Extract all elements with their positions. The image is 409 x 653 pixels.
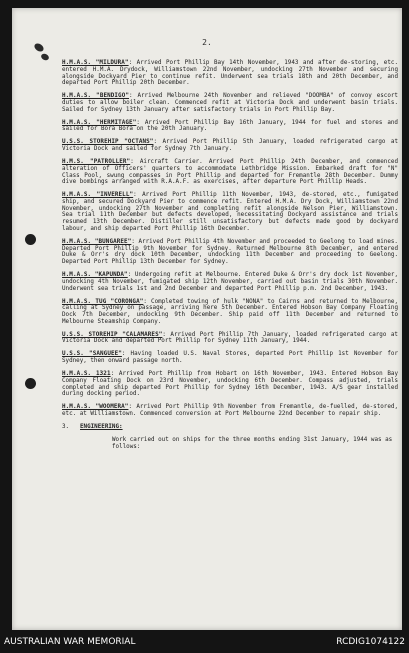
footer-source: AUSTRALIAN WAR MEMORIAL [4,637,136,647]
punch-hole-top [25,234,36,245]
ship-report-paragraph [62,60,398,87]
ship-name: U.S.S. STOREHIP "OCTANS" [62,139,154,146]
ship-report-paragraph [62,332,398,346]
ship-name: U.S.S. "SANGUEE" [62,351,122,358]
ship-report-text: : Having loaded U.S. Naval Stores, departed Port Phillip 1st November for Sydney, then onward passage north. [62,351,398,365]
footer-bar [0,634,409,653]
ship-name: H.M.A.S. "INVERELL" [62,192,134,199]
ship-report-text: : Arrived Port Phillip Bay 16th January, 1944 for fuel and stores and sailed for Bora Bora on the 20th January. [62,119,398,133]
ship-report-paragraph [62,299,398,326]
ship-reports [62,60,398,418]
ship-report-paragraph [62,192,398,233]
ship-report-text: : Arrived Port Phillip 11th November, 1943, de-stored, etc., fumigated ship, and secured Dockyard Pier to commence refit. Entered H.M.A. Dry Dock, Williamstown 22nd November, undocking 27th November and completing refit alongside Nelson Pier, Williamstown. Sea trial 11th December but defects developed, necessitating Dockyard assistance and trials resumed 13th December. Distiller still unsatisfactory but defects made good by dockyard labour, and ship departed Port Phillip 16th December. [62,192,398,232]
document-page [12,8,402,630]
ship-name: H.M.A.S. "BENDIGO" [62,93,129,100]
punch-hole-bottom [25,378,36,389]
ship-name: H.M.A.S. "KAPUNDA" [62,272,128,279]
ship-name: H.M.A.S. "BUNGAREE" [62,238,132,245]
ship-report-text: : Undergoing refit at Melbourne. Entered Duke & Orr's dry dock 1st November, undocking 4th November, fumigated ship 12th November, carried out basin trials 30th November. Underwent sea trials 1st and 2nd December and departed Port Phillip p.m. 2nd December, 1943. [62,272,398,292]
ship-report-text: : Arrived Melbourne 24th November and relieved "DOOMBA" of convoy escort duties to allow boiler clean. Commenced refit at Victoria Dock and underwent basin trials. Sailed for Sydney 13th January after satisfactory trials in Port Phillip Bay. [62,93,398,113]
ship-report-paragraph [62,351,398,365]
section-intro-text: Work carried out on ships for the three months ending 31st January, 1944 was as follows: [112,436,393,450]
ship-name: H.M.A.S. 1321 [62,371,111,378]
ship-name: H.M.A.S. "WOOMERA" [62,404,129,411]
ship-report-text: : Arrived Port Phillip 9th November from Fremantle, de-fuelled, de-stored, etc. at Williamstown. Commenced conversion at Port Melbourne 22nd December to repair ship. [62,404,398,417]
ship-report-paragraph [62,139,398,153]
ship-report-text: : Aircraft Carrier. Arrived Port Phillip 24th December, and commenced alteration of Officers' quarters to accommodate Lethbridge Mission. Embarked draft for "N" Class Pool, swung compasses in Port Phillip and departed for Fremantle 28th December. Dummy dive bombings arranged with R.A.A.F. as exercises, after departure Port Phillip Heads. [62,159,398,186]
section-number: 3. [62,423,70,430]
ink-blot [40,53,50,62]
ship-name: H.M.A.S. "HERMITAGE" [62,119,137,126]
ship-report-paragraph [62,120,398,134]
ship-report-text: : Arrived Port Phillip 4th November and proceeded to Geelong to load mines. Departed Port Phillip 9th November for Sydney. Returned Melbourne 8th December, and entered Duke & Orr's dry dock 10th December, undocking 11th December and proceeding to Geelong. Departed Port Phillip 13th December for Sydney. [62,238,398,266]
ship-report-paragraph [62,371,398,398]
ship-report-paragraph [62,93,398,113]
ship-report-text: : Arrived Port Phillip 5th January, loaded refrigerated cargo at Victoria Dock and sailed for Sydney 7th January. [62,139,399,153]
ship-name: H.M.A.S. TUG "CORONGA" [62,298,144,305]
ship-report-paragraph [62,404,398,418]
section-heading [62,424,398,431]
ship-report-text: : Arrived Port Phillip 7th January, loaded refrigerated cargo at Victoria Dock and departed Port Phillip for Sydney 11th January, 1944. [62,331,398,345]
page-number: 2. [202,38,212,47]
ship-name: H.M.S. "PATROLLER" [62,159,131,165]
document-body [62,60,398,450]
ship-report-paragraph [62,239,398,266]
footer-record-id: RCDIG1074122 [336,637,405,647]
section-title: ENGINEERING: [80,423,123,430]
ship-name: H.M.A.S. "MILDURA" [62,60,129,66]
ship-report-text: : Arrived Port Phillip Bay 14th November, 1943 and after de-storing, etc. entered H.M.A. Drydock, Williamstown 22nd November, undocking 27th November and securing alongside Dockyard Pier to continue refit. Underwent sea trials 18th and 20th December, and departed Port Phillip 20th December. [62,60,398,87]
ship-report-text: : Arrived Port Phillip from Hobart on 16th November, 1943. Entered Hobson Bay Company Floating Dock on 23rd November, undocking 6th December. Compass adjusted, trials completed and ship departed Port Phillip for Sydney 16th December, 1943. A/S gear installed during docking period. [62,371,399,398]
ship-report-paragraph [62,272,398,292]
ship-name: U.S.S. STOREHIP "CALAMARES" [62,331,163,338]
ship-report-paragraph [62,159,398,186]
ship-report-text: : Completed towing of hulk "NONA" to Cairns and returned to Melbourne, calling at Sydney on passage, arriving here 5th December. Entered Hobson Bay Company Floating Dock 7th December, undocking 9th December. Ship paid off 11th December and returned to Melbourne Steamship Company. [62,298,398,325]
